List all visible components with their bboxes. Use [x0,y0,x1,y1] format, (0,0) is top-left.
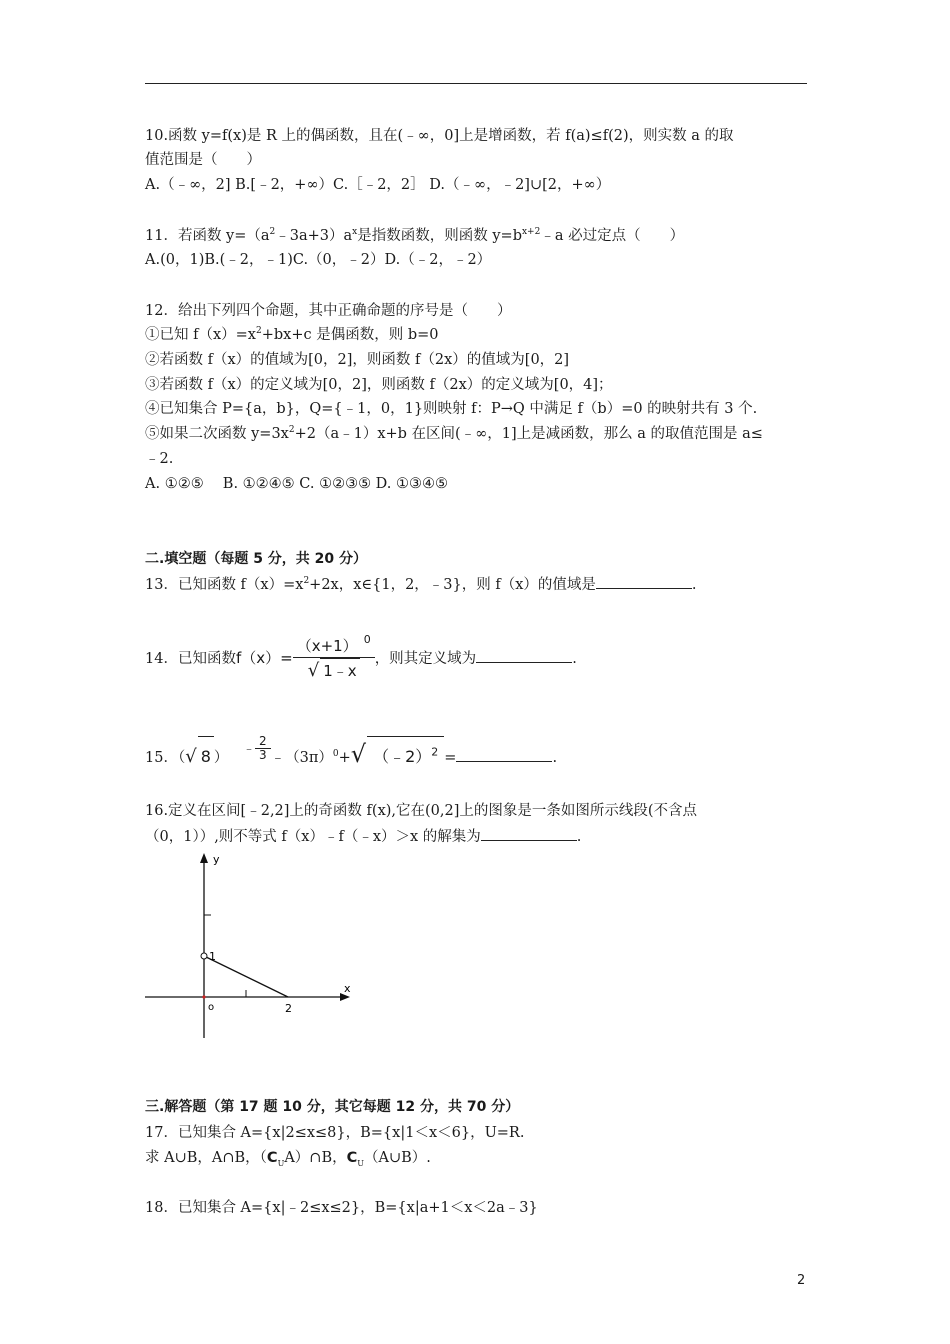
q12-stem: 12．给出下列四个命题，其中正确命题的序号是（ ） [145,303,512,319]
x-tick-label-2: 2 [285,1002,292,1015]
q14-answer-blank [476,648,572,663]
y-tick-label-1: 1 [209,950,216,963]
section2-title: 二.填空题（每题 5 分，共 20 分） [145,551,368,567]
section3-title: 三.解答题（第 17 题 10 分，其它每题 12 分，共 70 分） [145,1099,520,1115]
q17-line2: 求 A∪B，A∩B，$(C_UA)\cap B$，$C_U(A\cup B)$. [145,1150,431,1168]
q17-line1: 17．已知集合 A={x|2≤x≤8}，B={x|1＜x＜6}，U=R. [145,1125,525,1141]
header-rule [145,83,807,84]
y-axis-label: y [213,853,220,866]
q12-proposition-5-cont: ﹣2. [145,451,174,467]
open-point-0-1 [201,953,207,959]
q14: 14．已知函数f（x）= $\frac{(x+1) ^0}{√ 1﹣x}$ ，则其定义域为 . [145,633,577,681]
q12-proposition-2: ②若函数 f（x）的值域为[0，2]，则函数 f（2x）的值域为[0，2] [145,352,570,368]
q12-options: A. ①②⑤ B. ①②④⑤ C. ①②③⑤ D. ①③④⑤ [145,476,448,492]
origin-label: o [208,1002,215,1013]
x-axis-label: x [344,982,351,995]
q16-line2: （0，1））,则不等式 f（x）﹣f（﹣x）＞x 的解集为 . [145,826,581,847]
q14-fraction: $\frac{(x+1) ^0}{√ 1﹣x}$ [293,635,375,683]
q18-line1: 18．已知集合 A={x|﹣2≤x≤2}，B={x|a+1＜x＜2a﹣3} [145,1200,538,1216]
q12-proposition-1: ①已知 $f(x)=x^2+bx+c$ 是偶函数，则 b=0 [145,326,439,343]
q15: 15．（√ 8 ） ﹣ $\frac{2}{3}$ $﹣(3\pi)^0+√$ （﹣2）$^2$ = . [145,728,557,778]
q10-options: A.（﹣∞，2] B.[﹣2，+∞）C.［﹣2，2］ D.（﹣∞，﹣2]∪[2，+∞） [145,177,611,193]
q15-exponent: ﹣ $\frac{2}{3}$ [243,728,271,768]
origin-dot [202,995,205,998]
q12-proposition-3: ③若函数 f（x）的定义域为[0，2]，则函数 f（2x）的定义域为[0，4]； [145,377,613,393]
q12-proposition-5: ⑤如果二次函数 $y=3x^2+2(a﹣1)x+b$ 在区间(﹣∞，1]上是减函数，那么 a 的取值范围是 a≤ [145,425,763,442]
q11-stem: 11．若函数 $y=(a^2﹣3a+3)a^x$是指数函数，则函数 $y=b^{x+2}﹣a$ 必过定点（ ） [145,227,685,244]
q10-line2: 值范围是（ ） [145,152,261,168]
q13-answer-blank [596,574,692,589]
q16-graph [140,850,370,1050]
q13: 13．已知函数 $f(x)=x^2+2x$，x∈{1，2，﹣3}，则 f（x）的值域是 . [145,574,697,595]
y-axis-arrow [200,853,208,863]
q12-proposition-4: ④已知集合 P={a，b}，Q={﹣1，0，1}则映射 f：P→Q 中满足 f（b）=0 的映射共有 3 个. [145,401,758,417]
q11-options: A.(0，1)B.(﹣2，﹣1)C.（0，﹣2）D.（﹣2，﹣2） [145,252,492,268]
q16-line1: 16.定义在区间[﹣2,2]上的奇函数 f(x),它在(0,2]上的图象是一条如图所示线段(不含点 [145,803,698,819]
page-number: 2 [797,1273,806,1288]
q16-answer-blank [481,826,577,841]
q10-line1: 10.函数 y=f(x)是 R 上的偶函数，且在(﹣∞，0]上是增函数，若 f(a)≤f(2)，则实数 a 的取 [145,128,734,144]
q15-answer-blank [456,747,552,762]
